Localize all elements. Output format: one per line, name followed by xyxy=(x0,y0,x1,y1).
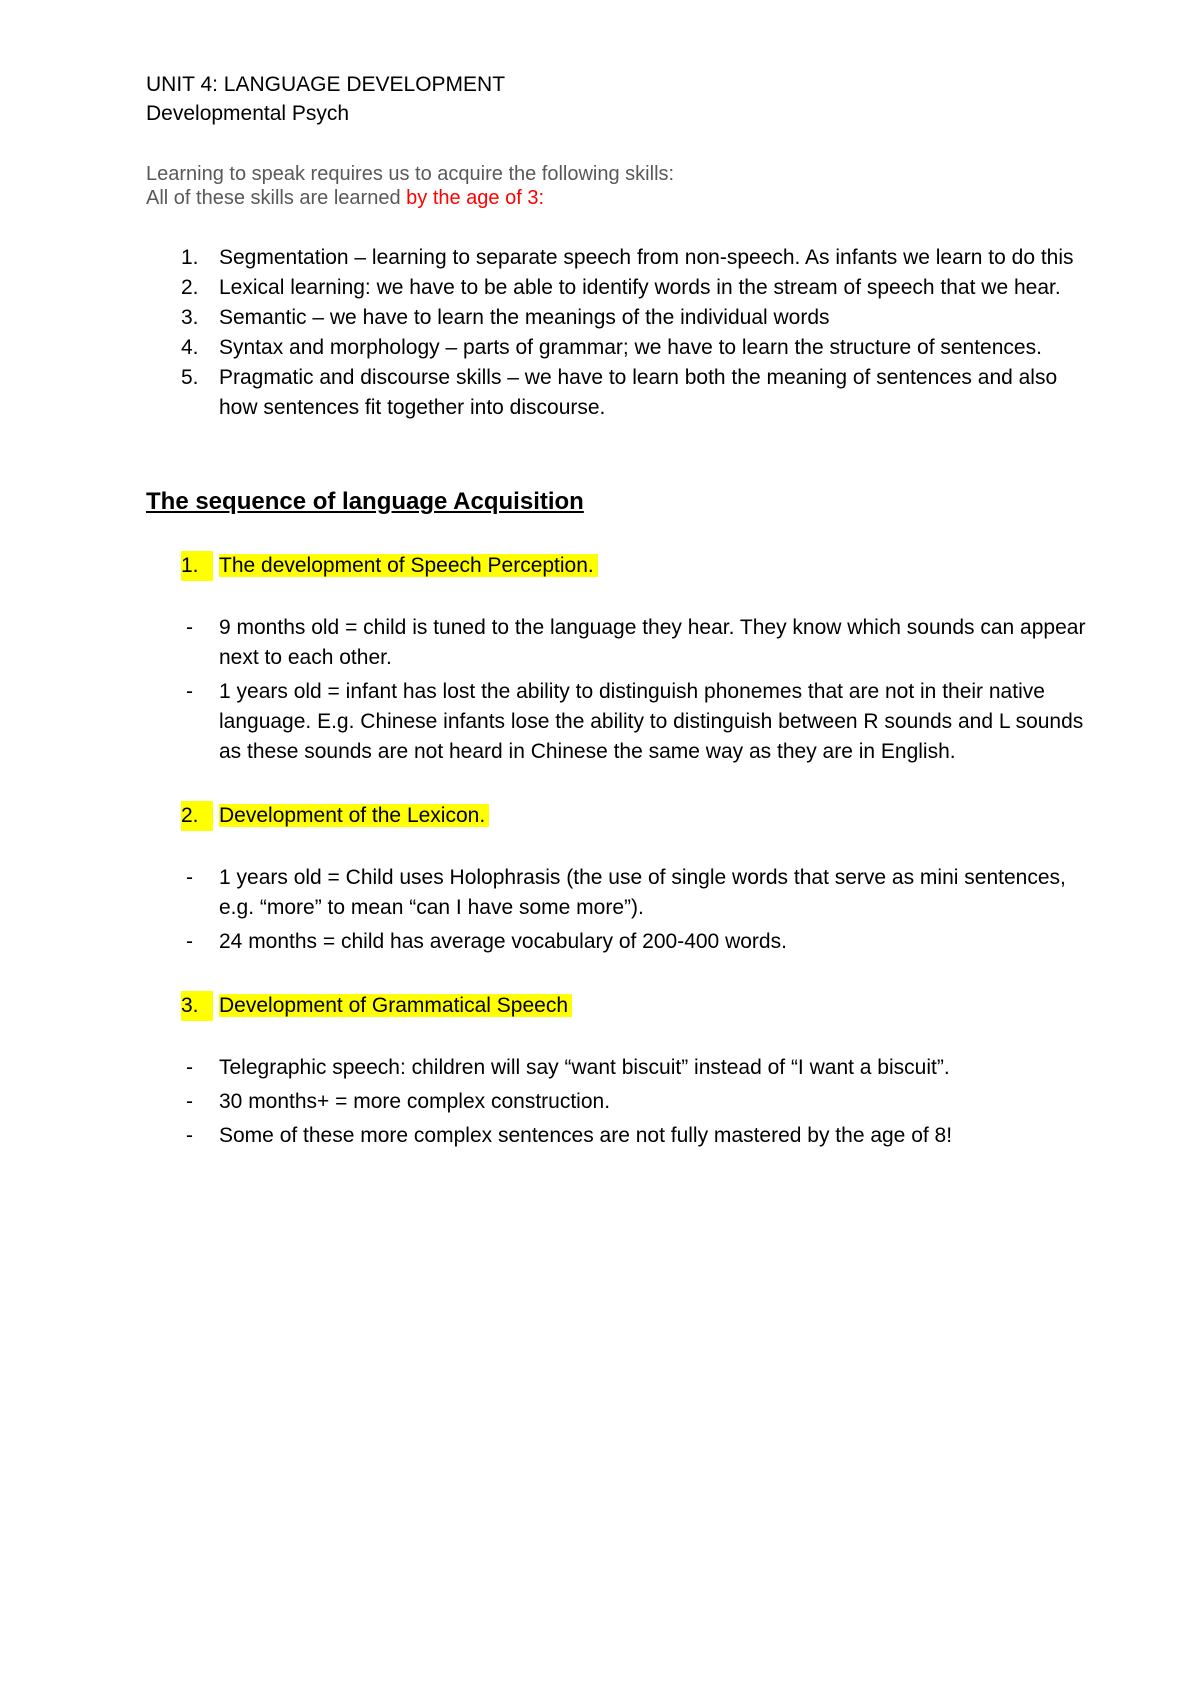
stage-title: The development of Speech Perception. xyxy=(219,554,598,577)
bullet-item xyxy=(146,613,1086,673)
bullet-item xyxy=(146,927,1086,957)
bullet-text: Some of these more complex sentences are not fully mastered by the age of 8! xyxy=(219,1124,953,1147)
skill-number: 4. xyxy=(181,336,199,359)
skill-item xyxy=(146,303,1086,333)
skill-item xyxy=(146,243,1086,273)
skills-list xyxy=(146,243,1086,423)
skill-item xyxy=(146,333,1086,363)
skill-text: Syntax and morphology – parts of grammar; we have to learn the structure of sentences. xyxy=(219,336,1042,359)
bullet-item xyxy=(146,677,1086,767)
intro-paragraph xyxy=(146,162,1086,210)
bullet-item xyxy=(146,1053,1086,1083)
stage-bullets xyxy=(146,863,1086,957)
stage-bullets xyxy=(146,1053,1086,1151)
stage-number: 3. xyxy=(181,991,213,1021)
skill-text: Semantic – we have to learn the meanings of the individual words xyxy=(219,306,830,329)
document-subtitle: Developmental Psych xyxy=(146,102,350,125)
bullet-text: 1 years old = infant has lost the ability to distinguish phonemes that are not in their native language. E.g. Chinese infants lose the ability to distinguish between R sounds and L sounds as these sounds are not heard in Chinese the same way as they are in English. xyxy=(219,680,1084,763)
bullet-text: 9 months old = child is tuned to the language they hear. They know which sounds can appear next to each other. xyxy=(219,616,1086,669)
skill-text: Lexical learning: we have to be able to identify words in the stream of speech that we hear. xyxy=(219,276,1061,299)
skill-number: 3. xyxy=(181,306,199,329)
bullet-text: Telegraphic speech: children will say “want biscuit” instead of “I want a biscuit”. xyxy=(219,1056,950,1079)
skill-item xyxy=(146,273,1086,303)
dash-glyph: - xyxy=(186,930,193,953)
bullet-item xyxy=(146,1121,1086,1151)
intro-line-1: Learning to speak requires us to acquire the following skills: xyxy=(146,163,675,185)
dash-glyph: - xyxy=(186,680,193,703)
stage-heading xyxy=(146,801,1086,831)
intro-age-highlight: by the age of 3: xyxy=(406,187,545,209)
stage-title: Development of the Lexicon. xyxy=(219,804,489,827)
stage-bullets xyxy=(146,613,1086,767)
intro-line-2-prefix: All of these skills are learned xyxy=(146,187,407,209)
intro-line-2 xyxy=(146,186,1086,210)
stage-number: 2. xyxy=(181,801,213,831)
document-title: UNIT 4: LANGUAGE DEVELOPMENT xyxy=(146,73,506,96)
dash-glyph: - xyxy=(186,1124,193,1147)
stage-title: Development of Grammatical Speech xyxy=(219,994,572,1017)
skill-text: Segmentation – learning to separate speech from non-speech. As infants we learn to do this xyxy=(219,246,1074,269)
skill-number: 2. xyxy=(181,276,199,299)
dash-glyph: - xyxy=(186,616,193,639)
bullet-item xyxy=(146,1087,1086,1117)
dash-glyph: - xyxy=(186,1056,193,1079)
dash-glyph: - xyxy=(186,866,193,889)
skill-item xyxy=(146,363,1086,423)
stage-number: 1. xyxy=(181,551,213,581)
skill-text: Pragmatic and discourse skills – we have to learn both the meaning of sentences and also how sentences fit together into discourse. xyxy=(219,366,1058,419)
section-heading: The sequence of language Acquisition xyxy=(146,488,584,515)
skill-number: 1. xyxy=(181,246,199,269)
bullet-text: 30 months+ = more complex construction. xyxy=(219,1090,611,1113)
dash-glyph: - xyxy=(186,1090,193,1113)
stage-heading xyxy=(146,551,1086,581)
document-page xyxy=(146,70,1086,1155)
skill-number: 5. xyxy=(181,366,199,389)
stage-heading xyxy=(146,991,1086,1021)
bullet-text: 1 years old = Child uses Holophrasis (the use of single words that serve as mini sentences, e.g. “more” to mean “can I have some more”). xyxy=(219,866,1066,919)
bullet-item xyxy=(146,863,1086,923)
bullet-text: 24 months = child has average vocabulary of 200-400 words. xyxy=(219,930,787,953)
